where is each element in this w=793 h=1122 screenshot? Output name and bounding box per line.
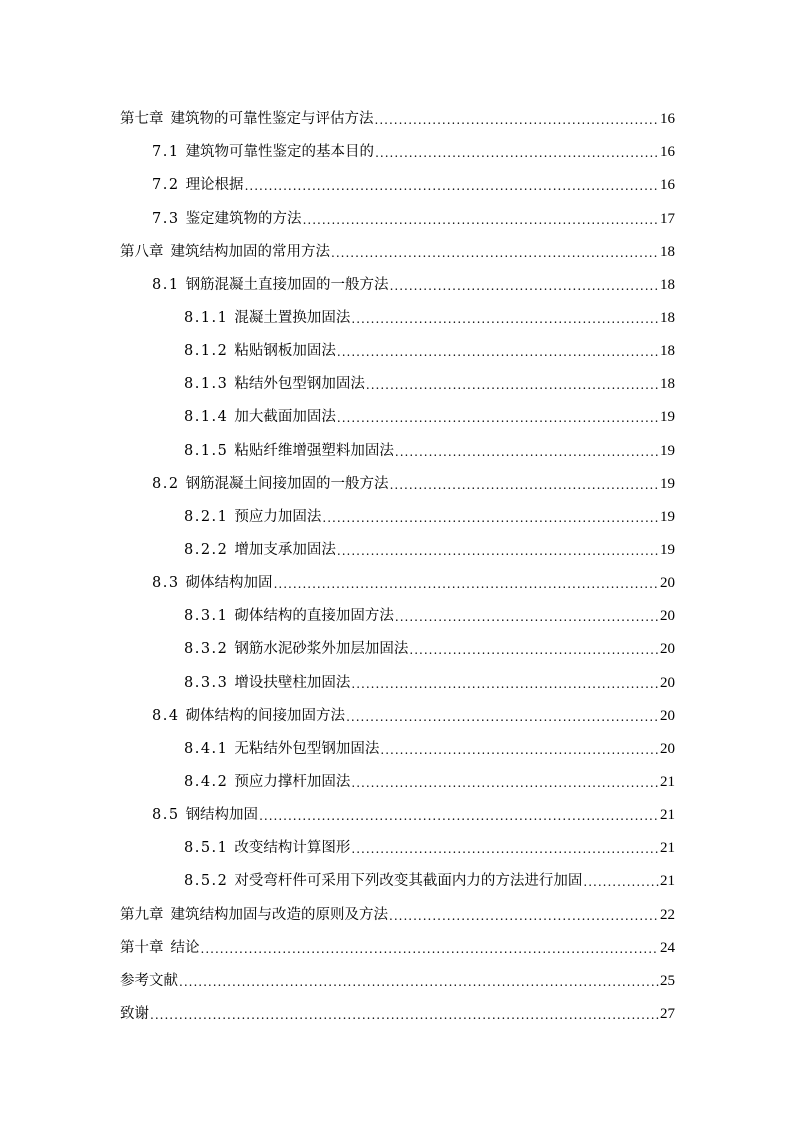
toc-entry[interactable]	[120, 697, 675, 730]
toc-entry[interactable]	[120, 266, 675, 299]
toc-entry[interactable]	[120, 332, 675, 365]
toc-entry-title: 建筑结构加固与改造的原则及方法	[170, 906, 388, 923]
dot-leader	[351, 310, 659, 328]
toc-entry-number: 8.3	[152, 575, 180, 592]
toc-entry-title: 无粘结外包型钢加固法	[234, 740, 380, 757]
dot-leader	[201, 940, 660, 958]
toc-entry-number: 8.1.5	[184, 442, 229, 459]
toc-entry-number: 8.2	[152, 475, 180, 492]
dot-leader	[395, 608, 659, 626]
toc-entry[interactable]	[120, 962, 675, 995]
toc-entry-title: 建筑结构加固的常用方法	[170, 243, 330, 260]
toc-entry[interactable]	[120, 895, 675, 928]
toc-entry[interactable]	[120, 929, 675, 962]
toc-entry-number: 8.4.2	[184, 773, 229, 790]
toc-entry-page-number: 20	[660, 707, 675, 724]
toc-entry-page-number: 21	[660, 773, 675, 790]
toc-entry[interactable]	[120, 829, 675, 862]
toc-entry-page-number: 18	[660, 309, 675, 326]
toc-entries	[120, 100, 675, 1028]
toc-entry[interactable]	[120, 431, 675, 464]
toc-entry-title: 预应力加固法	[234, 508, 322, 525]
dot-leader	[375, 111, 660, 129]
toc-entry-title: 对受弯杆件可采用下列改变其截面内力的方法进行加固	[234, 873, 583, 890]
toc-entry-title: 建筑物可靠性鉴定的基本目的	[185, 144, 375, 161]
dot-leader	[409, 641, 659, 659]
toc-entry-number: 7.3	[152, 210, 180, 227]
toc-entry-page-number: 16	[660, 111, 675, 128]
dot-leader	[390, 476, 659, 494]
toc-entry[interactable]	[120, 133, 675, 166]
toc-entry-number: 8.3.3	[184, 674, 229, 691]
toc-entry-page-number: 18	[660, 243, 675, 260]
toc-entry-page-number: 20	[660, 641, 675, 658]
table-of-contents	[120, 100, 675, 1028]
dot-leader	[390, 277, 659, 295]
toc-entry-title: 砌体结构的间接加固方法	[185, 707, 346, 724]
toc-entry-number: 8.1.2	[184, 343, 229, 360]
toc-entry-number: 8.5.2	[184, 873, 229, 890]
dot-leader	[389, 907, 659, 925]
toc-entry-title: 改变结构计算图形	[234, 840, 351, 857]
dot-leader	[366, 376, 659, 394]
dot-leader	[380, 741, 659, 759]
toc-entry-page-number: 20	[660, 740, 675, 757]
toc-entry[interactable]	[120, 465, 675, 498]
toc-entry-page-number: 21	[660, 807, 675, 824]
dot-leader	[245, 177, 659, 195]
toc-entry-title: 混凝土置换加固法	[234, 309, 351, 326]
toc-entry-page-number: 17	[660, 210, 675, 227]
toc-entry[interactable]	[120, 299, 675, 332]
toc-entry-number: 8.1.1	[184, 309, 229, 326]
dot-leader	[337, 409, 659, 427]
toc-entry-title: 粘贴纤维增强塑料加固法	[234, 442, 394, 459]
toc-entry-title: 砌体结构的直接加固方法	[234, 608, 394, 625]
dot-leader	[179, 973, 659, 991]
dot-leader	[322, 509, 659, 527]
toc-entry-number: 8.2.2	[184, 541, 229, 558]
toc-entry-title: 鉴定建筑物的方法	[185, 210, 302, 227]
toc-entry-number: 第七章	[120, 111, 164, 128]
toc-entry-page-number: 19	[660, 409, 675, 426]
toc-entry-title: 钢筋混凝土直接加固的一般方法	[185, 276, 389, 293]
toc-entry-page-number: 19	[660, 541, 675, 558]
toc-entry-page-number: 16	[660, 177, 675, 194]
toc-entry[interactable]	[120, 630, 675, 663]
toc-entry-title: 加大截面加固法	[234, 409, 336, 426]
toc-entry-title: 参考文献	[120, 972, 178, 989]
toc-entry-page-number: 18	[660, 343, 675, 360]
toc-entry-number: 第八章	[120, 243, 164, 260]
toc-entry-title: 预应力撑杆加固法	[234, 773, 351, 790]
dot-leader	[337, 542, 659, 560]
toc-entry-title: 粘结外包型钢加固法	[234, 376, 365, 393]
toc-entry[interactable]	[120, 365, 675, 398]
dot-leader	[259, 807, 659, 825]
dot-leader	[303, 211, 659, 229]
toc-entry-number: 8.2.1	[184, 508, 229, 525]
toc-entry-title: 钢筋水泥砂浆外加层加固法	[234, 641, 409, 658]
toc-entry-page-number: 22	[660, 906, 675, 923]
toc-entry-number: 8.3.1	[184, 608, 229, 625]
toc-entry-page-number: 20	[660, 674, 675, 691]
toc-entry-number: 8.5.1	[184, 840, 229, 857]
dot-leader	[351, 840, 659, 858]
toc-entry[interactable]	[120, 398, 675, 431]
dot-leader	[583, 873, 659, 891]
toc-entry-page-number: 24	[660, 939, 675, 956]
toc-entry-page-number: 18	[660, 376, 675, 393]
toc-entry[interactable]	[120, 862, 675, 895]
toc-entry[interactable]	[120, 597, 675, 630]
toc-entry[interactable]	[120, 531, 675, 564]
dot-leader	[337, 343, 659, 361]
toc-entry-title: 钢结构加固	[185, 807, 259, 824]
toc-entry-page-number: 18	[660, 276, 675, 293]
dot-leader	[375, 144, 659, 162]
toc-entry-number: 8.4	[152, 707, 180, 724]
toc-entry-title: 建筑物的可靠性鉴定与评估方法	[170, 111, 374, 128]
toc-entry-title: 结论	[170, 939, 200, 956]
toc-entry-title: 钢筋混凝土间接加固的一般方法	[185, 475, 389, 492]
toc-entry-page-number: 21	[660, 873, 675, 890]
toc-entry[interactable]	[120, 166, 675, 199]
toc-entry-page-number: 19	[660, 442, 675, 459]
toc-entry[interactable]	[120, 100, 675, 133]
toc-entry-page-number: 19	[660, 508, 675, 525]
toc-entry[interactable]	[120, 663, 675, 696]
toc-entry-title: 粘贴钢板加固法	[234, 343, 336, 360]
dot-leader	[346, 708, 659, 726]
toc-entry-page-number: 27	[660, 1005, 675, 1022]
toc-entry[interactable]	[120, 233, 675, 266]
toc-entry[interactable]	[120, 995, 675, 1028]
toc-entry-number: 8.5	[152, 807, 180, 824]
dot-leader	[351, 675, 659, 693]
toc-entry[interactable]	[120, 730, 675, 763]
toc-entry-number: 8.1.3	[184, 376, 229, 393]
toc-entry-number: 7.1	[152, 144, 180, 161]
toc-entry-title: 理论根据	[185, 177, 244, 194]
toc-entry-number: 8.4.1	[184, 740, 229, 757]
toc-entry-number: 第十章	[120, 939, 164, 956]
dot-leader	[150, 1006, 659, 1024]
toc-entry-page-number: 16	[660, 144, 675, 161]
toc-entry-page-number: 20	[660, 608, 675, 625]
toc-entry-page-number: 19	[660, 475, 675, 492]
dot-leader	[331, 244, 659, 262]
toc-entry-title: 增加支承加固法	[234, 541, 336, 558]
toc-entry-title: 砌体结构加固	[185, 575, 273, 592]
dot-leader	[351, 774, 659, 792]
toc-entry-title: 致谢	[120, 1005, 149, 1022]
dot-leader	[395, 443, 659, 461]
toc-entry-title: 增设扶壁柱加固法	[234, 674, 351, 691]
toc-entry[interactable]	[120, 763, 675, 796]
toc-entry[interactable]	[120, 564, 675, 597]
toc-entry-number: 第九章	[120, 906, 164, 923]
toc-entry-number: 7.2	[152, 177, 180, 194]
toc-entry-number: 8.1.4	[184, 409, 229, 426]
toc-entry-page-number: 20	[660, 575, 675, 592]
toc-entry-page-number: 21	[660, 840, 675, 857]
toc-entry-number: 8.1	[152, 276, 180, 293]
dot-leader	[274, 575, 659, 593]
toc-entry[interactable]	[120, 796, 675, 829]
toc-entry[interactable]	[120, 199, 675, 232]
toc-entry-page-number: 25	[660, 972, 675, 989]
toc-entry-number: 8.3.2	[184, 641, 229, 658]
toc-entry[interactable]	[120, 498, 675, 531]
